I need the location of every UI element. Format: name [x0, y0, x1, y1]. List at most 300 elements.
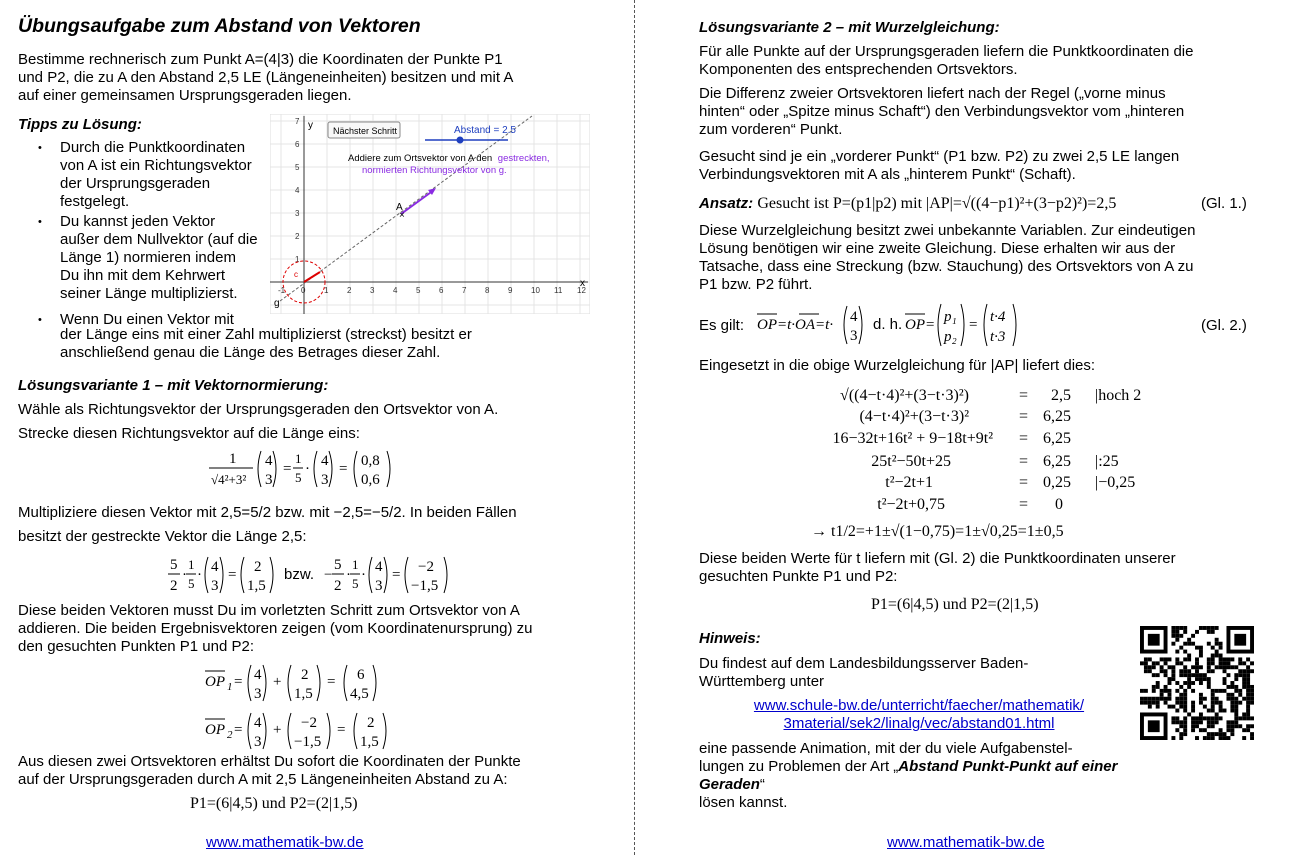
step-lhs: t²−2t+1 — [885, 474, 933, 491]
formula-text: 4 — [265, 453, 273, 469]
qr-module — [1219, 728, 1223, 732]
qr-module — [1230, 697, 1234, 701]
qr-module — [1234, 716, 1238, 720]
qr-module — [1219, 657, 1223, 661]
qr-module — [1223, 732, 1227, 736]
qr-module — [1242, 685, 1246, 689]
qr-module — [1207, 716, 1211, 720]
qr-module — [1175, 634, 1179, 638]
qr-module — [1230, 709, 1234, 713]
qr-module — [1223, 669, 1227, 673]
tip-line: seiner Länge multiplizierst. — [60, 285, 238, 302]
tip-continuation — [60, 326, 600, 362]
point-a-marker: × — [399, 210, 405, 221]
x-tick-label: 4 — [393, 286, 398, 295]
qr-module — [1191, 665, 1195, 669]
text-line: eine passende Animation, mit der du viele Aufgabenstel- — [699, 740, 1073, 757]
text-line: besitzt der gestreckte Vektor die Länge 2,5: — [18, 528, 307, 545]
qr-module — [1223, 681, 1227, 685]
qr-module — [1219, 689, 1223, 693]
schule-bw-link[interactable] — [719, 697, 1119, 733]
qr-module — [1211, 709, 1215, 713]
qr-module — [1250, 697, 1254, 701]
page-divider — [634, 0, 635, 855]
qr-module — [1234, 689, 1238, 693]
qr-module — [1226, 685, 1230, 689]
qr-module — [1183, 650, 1187, 654]
variant2-result: P1=(6|4,5) und P2=(2|1,5) — [871, 596, 1039, 613]
tip-line: • Wenn Du einen Vektor mit — [60, 311, 234, 328]
formula-text: 4 — [375, 559, 383, 575]
x-tick-label: 3 — [370, 286, 375, 295]
qr-module — [1187, 657, 1191, 661]
qr-module — [1171, 736, 1175, 740]
x-tick-label: 10 — [531, 286, 540, 295]
qr-module — [1156, 685, 1160, 689]
formula-text: 1 — [352, 557, 359, 572]
qr-module — [1179, 705, 1183, 709]
qr-module — [1183, 716, 1187, 720]
qr-module — [1191, 681, 1195, 685]
qr-module — [1152, 689, 1156, 693]
qr-module — [1230, 720, 1234, 724]
step-eq: = — [1019, 430, 1029, 447]
formula-text: √4²+3² — [211, 472, 247, 487]
graph-note — [348, 153, 550, 164]
step-rhs: 6,25 — [1043, 408, 1071, 425]
variant1-step4 — [18, 602, 598, 656]
formula-text: 6 — [357, 667, 365, 683]
qr-module — [1215, 665, 1219, 669]
intro-line: und P2, die zu A den Abstand 2,5 LE (Längeneinheiten) besitzen und mit A — [18, 69, 514, 86]
qr-module — [1187, 642, 1191, 646]
qr-module — [1226, 693, 1230, 697]
formula-text: 4 — [211, 559, 219, 575]
tip-line: festgelegt. — [60, 193, 130, 210]
x-tick-label: -1 — [278, 286, 286, 295]
intro-text — [18, 51, 578, 105]
qr-module — [1238, 693, 1242, 697]
qr-module — [1175, 657, 1179, 661]
variant1-step5 — [18, 753, 598, 789]
x-tick-label: 11 — [554, 286, 563, 295]
qr-module — [1203, 677, 1207, 681]
qr-module — [1199, 728, 1203, 732]
step-note: |:25 — [1095, 453, 1119, 470]
qr-module — [1207, 626, 1211, 630]
page-title: Übungsaufgabe zum Abstand von Vektoren — [18, 15, 421, 37]
footer-link-left[interactable]: www.mathematik-bw.de — [206, 834, 364, 851]
step-lhs: t²−2t+0,75 — [877, 496, 945, 513]
text-line: P1 bzw. P2 führt. — [699, 276, 813, 293]
qr-module — [1238, 724, 1242, 728]
qr-module — [1250, 701, 1254, 705]
qr-module — [1250, 661, 1254, 665]
text-line: gesuchten Punkte P1 und P2: — [699, 568, 898, 585]
qr-module — [1242, 661, 1246, 665]
qr-module — [1223, 736, 1227, 740]
slider-label: Abstand = 2.5 — [454, 125, 516, 136]
qr-module — [1242, 673, 1246, 677]
formula-text: −2 — [418, 559, 434, 575]
x-tick-label: 9 — [508, 286, 513, 295]
qr-module — [1164, 673, 1168, 677]
qr-module — [1215, 712, 1219, 716]
qr-module — [1211, 693, 1215, 697]
formula-text: 0,6 — [361, 472, 380, 488]
qr-module — [1199, 650, 1203, 654]
qr-module — [1234, 665, 1238, 669]
qr-module — [1156, 701, 1160, 705]
qr-module — [1238, 701, 1242, 705]
qr-module — [1171, 673, 1175, 677]
qr-module — [1215, 697, 1219, 701]
qr-module — [1199, 646, 1203, 650]
qr-module — [1211, 716, 1215, 720]
x-tick-label: 2 — [347, 286, 352, 295]
qr-module — [1234, 701, 1238, 705]
step-rhs: 0 — [1055, 496, 1063, 513]
qr-module — [1187, 712, 1191, 716]
qr-module — [1250, 689, 1254, 693]
x-tick-label: 0 — [301, 286, 306, 295]
tip-line: • Du kannst jeden Vektor — [60, 213, 216, 230]
qr-module — [1215, 626, 1219, 630]
qr-module — [1226, 724, 1230, 728]
qr-module — [1211, 626, 1215, 630]
qr-module — [1195, 677, 1199, 681]
qr-module — [1230, 681, 1234, 685]
formula-text: −1,5 — [411, 578, 439, 594]
formula-text: 2 — [367, 715, 375, 731]
variant2-heading: Lösungsvariante 2 – mit Wurzelgleichung: — [699, 19, 1000, 36]
qr-module — [1230, 732, 1234, 736]
gl2-label: (Gl. 2.) — [1201, 317, 1247, 334]
text-line: Tatsache, dass eine Streckung (bzw. Stauchung) des Ortsvektors von A zu — [699, 258, 1194, 275]
qr-module — [1179, 724, 1183, 728]
qr-module — [1207, 657, 1211, 661]
formula-text: = — [327, 674, 336, 690]
qr-module — [1226, 736, 1230, 740]
qr-module — [1183, 665, 1187, 669]
x-tick-label: 1 — [324, 286, 329, 295]
qr-module — [1234, 709, 1238, 713]
qr-module — [1226, 720, 1230, 724]
qr-module — [1199, 677, 1203, 681]
tip-line: Du ihn mit dem Kehrwert — [60, 267, 226, 284]
tip-item — [18, 213, 278, 303]
qr-module — [1164, 685, 1168, 689]
step-lhs: 25t²−50t+25 — [871, 453, 951, 470]
formula-text: + — [273, 674, 282, 690]
qr-module — [1191, 689, 1195, 693]
qr-module — [1175, 720, 1179, 724]
formula-text: OP=t·OA=t· — [757, 317, 834, 333]
intro-line: auf einer gemeinsamen Ursprungsgeraden liegen. — [18, 87, 352, 104]
text-line: Die Differenz zweier Ortsvektoren liefert nach der Regel („vorne minus — [699, 85, 1166, 102]
qr-module — [1207, 630, 1211, 634]
qr-module — [1148, 697, 1152, 701]
qr-module — [1183, 705, 1187, 709]
qr-module — [1207, 709, 1211, 713]
formula-text: 1,5 — [294, 686, 313, 702]
qr-module — [1152, 697, 1156, 701]
qr-module — [1195, 665, 1199, 669]
qr-module — [1250, 716, 1254, 720]
text-line: zum vorderen“ Punkt. — [699, 121, 843, 138]
qr-module — [1199, 654, 1203, 658]
formula-text: t·4 — [990, 309, 1006, 325]
qr-module — [1171, 720, 1175, 724]
qr-module — [1175, 681, 1179, 685]
qr-module — [1207, 736, 1211, 740]
formula-text: − — [324, 567, 333, 583]
qr-module — [1219, 665, 1223, 669]
qr-module — [1242, 712, 1246, 716]
hinweis-para1 — [699, 655, 1099, 691]
ansatz-label: Ansatz: — [699, 195, 754, 212]
formula-text: p₁ — [944, 309, 957, 325]
step-rhs: 2,5 — [1051, 387, 1071, 404]
qr-module — [1199, 665, 1203, 669]
tip-line: der Ursprungsgeraden — [60, 175, 211, 192]
qr-module — [1219, 654, 1223, 658]
qr-module — [1164, 701, 1168, 705]
qr-module — [1242, 728, 1246, 732]
formula-text: 3 — [375, 578, 383, 594]
qr-module — [1140, 661, 1144, 665]
x-tick-label: 8 — [485, 286, 490, 295]
qr-module — [1215, 716, 1219, 720]
qr-module — [1160, 693, 1164, 697]
qr-module — [1219, 661, 1223, 665]
qr-module — [1246, 693, 1250, 697]
qr-module — [1175, 709, 1179, 713]
formula-text: 4 — [321, 453, 329, 469]
qr-module — [1234, 724, 1238, 728]
qr-module — [1179, 626, 1183, 630]
formula-text: t·3 — [990, 329, 1006, 345]
qr-module — [1203, 673, 1207, 677]
qr-module — [1223, 709, 1227, 713]
formula-text: = — [234, 722, 243, 738]
qr-module — [1207, 665, 1211, 669]
vector-graph — [270, 114, 590, 314]
qr-module — [1246, 697, 1250, 701]
formula-text: 3 — [321, 472, 329, 488]
gl2-formula — [755, 298, 1045, 350]
next-step-button-label: Nächster Schritt — [333, 126, 398, 136]
qr-module — [1195, 657, 1199, 661]
text-line: addieren. Die beiden Ergebnisvektoren zeigen (vom Koordinatenursprung) zu — [18, 620, 533, 637]
qr-module — [1175, 630, 1179, 634]
qr-module — [1179, 673, 1183, 677]
tip-line: von A ist ein Richtungsvektor — [60, 157, 252, 174]
formula-text: 2 — [301, 667, 309, 683]
qr-module — [1199, 693, 1203, 697]
footer-link-right[interactable]: www.mathematik-bw.de — [887, 834, 1045, 851]
qr-module — [1226, 665, 1230, 669]
variant1-step2: Strecke diesen Richtungsvektor auf die Länge eins: — [18, 425, 360, 442]
qr-module — [1207, 642, 1211, 646]
qr-module — [1179, 736, 1183, 740]
qr-module — [1223, 677, 1227, 681]
qr-module — [1219, 646, 1223, 650]
qr-module — [1191, 642, 1195, 646]
qr-module — [1144, 661, 1148, 665]
text-line: hinten“ oder „Spitze minus Schaft“) den Verbindungsvektor vom „hinteren — [699, 103, 1185, 120]
qr-module — [1199, 626, 1203, 630]
formula-text: = — [969, 317, 978, 333]
qr-module — [1191, 705, 1195, 709]
point-a-label: A — [396, 202, 403, 213]
qr-module — [1179, 732, 1183, 736]
qr-module — [1168, 705, 1172, 709]
qr-module — [1226, 657, 1230, 661]
qr-code[interactable] — [1140, 626, 1254, 740]
formula-text: · — [197, 567, 202, 583]
qr-module — [1152, 661, 1156, 665]
qr-module — [1246, 657, 1250, 661]
qr-module — [1219, 642, 1223, 646]
qr-module — [1160, 697, 1164, 701]
text-line: lösen kannst. — [699, 794, 788, 811]
formula-text: 5 — [352, 576, 359, 591]
y-tick-label: 3 — [295, 209, 300, 218]
qr-module — [1230, 657, 1234, 661]
qr-module — [1234, 677, 1238, 681]
formula-text: 1 — [227, 681, 233, 693]
qr-module — [1152, 701, 1156, 705]
formula-text: 1,5 — [247, 578, 266, 594]
text-line: Für alle Punkte auf der Ursprungsgeraden liefern die Punktkoordinaten die — [699, 43, 1194, 60]
qr-module — [1152, 673, 1156, 677]
qr-module — [1179, 720, 1183, 724]
qr-module — [1238, 716, 1242, 720]
y-tick-label: 4 — [295, 186, 300, 195]
qr-module — [1219, 701, 1223, 705]
qr-module — [1164, 669, 1168, 673]
qr-module — [1183, 689, 1187, 693]
qr-module — [1219, 709, 1223, 713]
qr-module — [1156, 705, 1160, 709]
step-eq: = — [1019, 408, 1029, 425]
y-axis-label: y — [308, 120, 313, 131]
qr-module — [1211, 720, 1215, 724]
qr-module — [1171, 665, 1175, 669]
qr-module — [1191, 728, 1195, 732]
qr-finder — [1148, 720, 1160, 732]
qr-module — [1152, 685, 1156, 689]
step-rhs: 6,25 — [1043, 453, 1071, 470]
qr-module — [1203, 736, 1207, 740]
slider-handle[interactable] — [457, 137, 464, 144]
qr-module — [1183, 657, 1187, 661]
text-part: “ — [759, 776, 765, 793]
qr-module — [1211, 701, 1215, 705]
qr-module — [1195, 630, 1199, 634]
qr-module — [1211, 657, 1215, 661]
qr-module — [1171, 669, 1175, 673]
x-tick-label: 12 — [577, 286, 586, 295]
formula-text: · — [361, 567, 366, 583]
formula-text: = — [339, 461, 348, 477]
formula-text: 5 — [170, 557, 178, 573]
formula-text: 0,8 — [361, 453, 380, 469]
graph-note-line2: normierten Richtungsvektor von g. — [362, 165, 507, 176]
step-eq: = — [1019, 496, 1029, 513]
qr-module — [1246, 709, 1250, 713]
qr-module — [1226, 728, 1230, 732]
qr-module — [1195, 720, 1199, 724]
qr-module — [1215, 732, 1219, 736]
x-tick-label: 6 — [439, 286, 444, 295]
qr-module — [1175, 701, 1179, 705]
qr-module — [1179, 634, 1183, 638]
link-line[interactable]: 3material/sek2/linalg/vec/abstand01.html — [783, 715, 1055, 732]
qr-module — [1148, 705, 1152, 709]
qr-module — [1246, 685, 1250, 689]
qr-module — [1183, 693, 1187, 697]
qr-module — [1183, 728, 1187, 732]
qr-module — [1171, 677, 1175, 681]
step-lhs: (4−t·4)²+(3−t·3)² — [859, 408, 969, 425]
variant1-step3 — [18, 504, 578, 546]
link-line[interactable]: www.schule-bw.de/unterricht/faecher/mathematik/ — [753, 697, 1085, 714]
qr-module — [1234, 673, 1238, 677]
formula-text: 1 — [188, 557, 195, 572]
qr-module — [1195, 736, 1199, 740]
y-tick-label: 2 — [295, 232, 300, 241]
qr-finder — [1234, 634, 1246, 646]
qr-module — [1223, 689, 1227, 693]
tips-heading: Tipps zu Lösung: — [18, 116, 142, 133]
qr-module — [1168, 693, 1172, 697]
qr-module — [1191, 709, 1195, 713]
qr-module — [1211, 689, 1215, 693]
y-tick-label: 7 — [295, 117, 300, 126]
qr-module — [1183, 630, 1187, 634]
formula-text: 4 — [850, 309, 858, 325]
qr-module — [1175, 697, 1179, 701]
qr-module — [1179, 701, 1183, 705]
formula-text: OP= — [905, 317, 936, 333]
gl1-label: (Gl. 1.) — [1201, 195, 1247, 212]
variant2-para2 — [699, 85, 1259, 139]
qr-module — [1203, 705, 1207, 709]
variant1-heading: Lösungsvariante 1 – mit Vektornormierung: — [18, 377, 329, 394]
es-gilt-label: Es gilt: — [699, 317, 745, 334]
formula-text: 5 — [295, 470, 302, 485]
qr-module — [1242, 677, 1246, 681]
qr-module — [1140, 689, 1144, 693]
qr-module — [1238, 673, 1242, 677]
formula-text: 2 — [254, 559, 262, 575]
formula-text: 1,5 — [360, 734, 379, 750]
qr-module — [1160, 657, 1164, 661]
qr-module — [1211, 724, 1215, 728]
graph-note-purple: gestreckten, — [497, 153, 550, 164]
qr-module — [1211, 669, 1215, 673]
ansatz-line — [699, 195, 1116, 213]
tip-line: Länge 1) normieren indem — [60, 249, 236, 266]
qr-module — [1215, 701, 1219, 705]
step-eq: = — [1019, 453, 1029, 470]
formula-text: 4 — [254, 715, 262, 731]
qr-module — [1195, 673, 1199, 677]
qr-module — [1183, 697, 1187, 701]
step-eq: = — [1019, 387, 1029, 404]
